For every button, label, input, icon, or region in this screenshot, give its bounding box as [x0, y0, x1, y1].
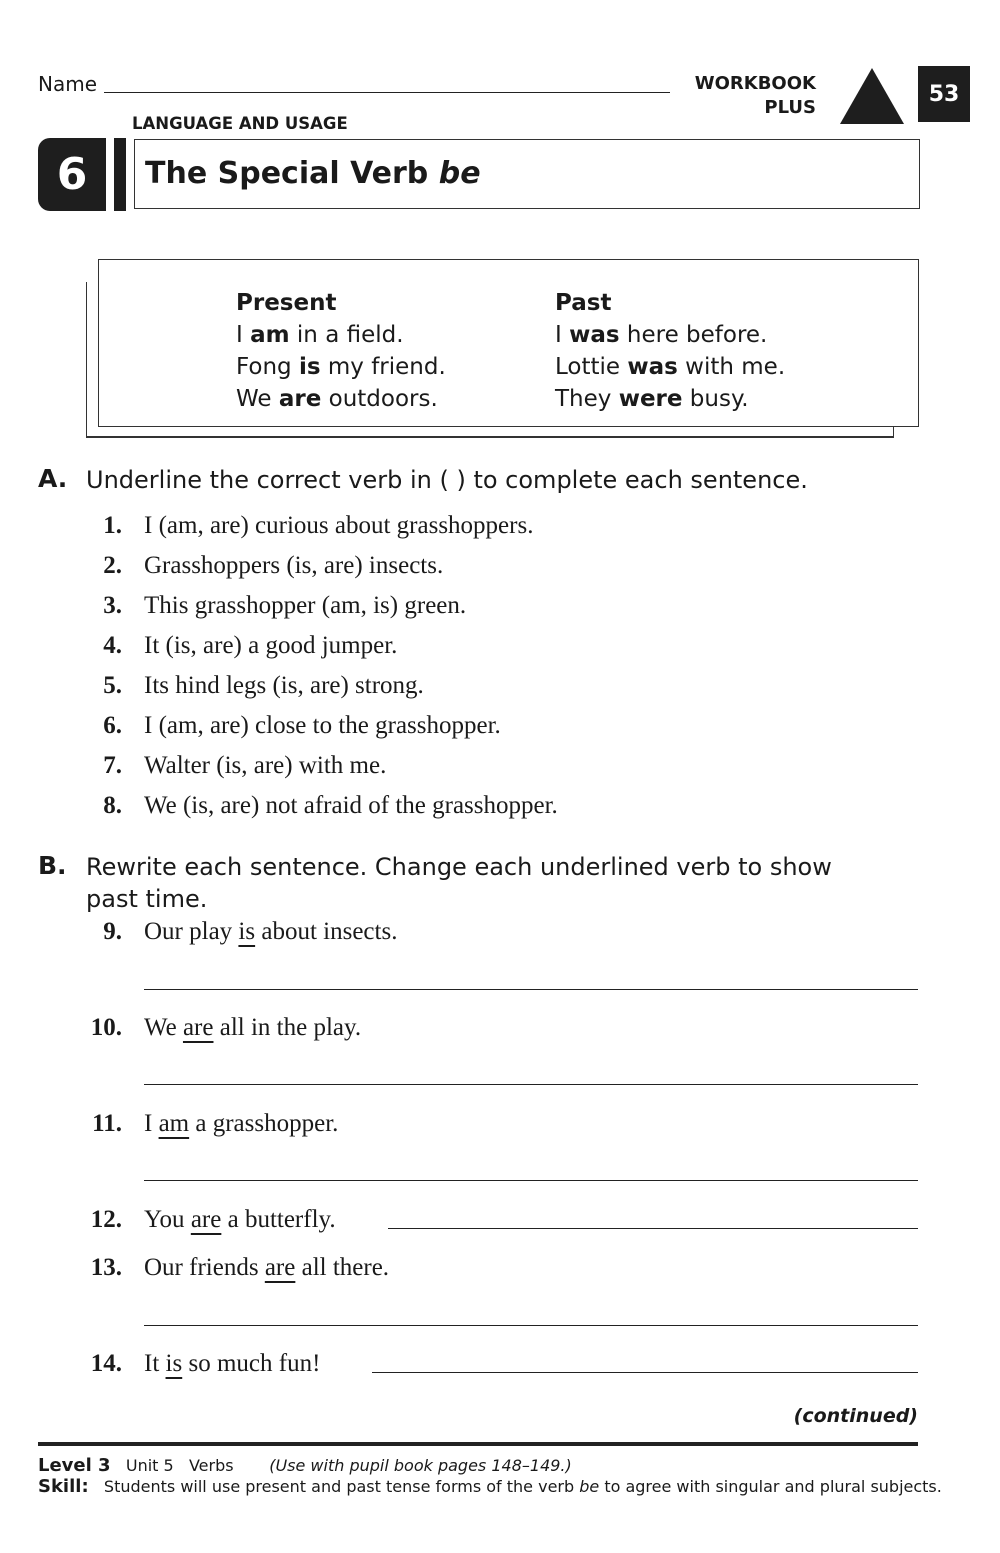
item-number: 5.: [103, 672, 122, 699]
footer-unit: Unit 5: [125, 1456, 174, 1475]
name-write-line[interactable]: [104, 92, 670, 93]
item-sentence[interactable]: I (am, are) close to the grasshopper.: [144, 712, 501, 739]
underlined-verb: is: [165, 1350, 183, 1377]
exercise-item: [0, 632, 1000, 666]
item-sentence[interactable]: This grasshopper (am, is) green.: [144, 592, 467, 619]
item-sentence: We are all in the play.: [144, 1014, 362, 1041]
item-sentence: It is so much fun!: [144, 1350, 321, 1377]
item-number: 8.: [103, 792, 122, 819]
present-example-line: Fong is my friend.: [236, 354, 446, 380]
exercise-item: [0, 592, 1000, 626]
item-sentence[interactable]: Grasshoppers (is, are) insects.: [144, 552, 444, 579]
underlined-verb: are: [182, 1014, 214, 1041]
footer-pages: (Use with pupil book pages 148–149.): [269, 1456, 572, 1475]
section-b-letter: B.: [38, 851, 67, 880]
item-sentence[interactable]: We (is, are) not afraid of the grasshopper.: [144, 792, 558, 819]
section-b-instruction-line2: past time.: [86, 885, 208, 913]
answer-line[interactable]: [144, 1180, 918, 1181]
underlined-verb: am: [158, 1110, 190, 1137]
footer-rule: [38, 1442, 918, 1446]
item-sentence: You are a butterfly.: [144, 1206, 336, 1233]
present-heading: Present: [236, 290, 337, 316]
item-sentence[interactable]: It (is, are) a good jumper.: [144, 632, 398, 659]
section-b-instruction-line1: Rewrite each sentence. Change each underlined verb to show: [86, 853, 832, 881]
exercise-item: [0, 918, 1000, 952]
section-b-instruction: [86, 851, 832, 915]
exercise-item: [0, 712, 1000, 746]
past-example-line: They were busy.: [555, 386, 749, 412]
footer-level: Level 3: [38, 1455, 111, 1476]
workbook-label-line2: PLUS: [764, 97, 816, 118]
item-number: 3.: [103, 592, 122, 619]
workbook-label-line1: WORKBOOK: [694, 73, 816, 94]
footer-skill-label: Skill:: [38, 1476, 89, 1497]
page-title: [145, 156, 481, 191]
item-sentence[interactable]: Its hind legs (is, are) strong.: [144, 672, 424, 699]
section-label: LANGUAGE AND USAGE: [132, 114, 348, 133]
item-number: 13.: [90, 1254, 122, 1281]
answer-line[interactable]: [144, 989, 918, 990]
footer-skill: Skill: Students will use present and past tense forms of the verb be to agree with singular and plural subjects.: [38, 1476, 942, 1497]
item-number: 11.: [92, 1110, 122, 1137]
triangle-logo-icon: [840, 68, 904, 124]
exercise-item: [0, 1206, 1000, 1240]
past-heading: Past: [555, 290, 612, 316]
item-number: 10.: [90, 1014, 122, 1041]
answer-line[interactable]: [372, 1372, 918, 1373]
item-number: 7.: [103, 752, 122, 779]
exercise-item: [0, 792, 1000, 826]
item-sentence[interactable]: I (am, are) curious about grasshoppers.: [144, 512, 534, 539]
present-example-line: We are outdoors.: [236, 386, 438, 412]
item-number: 14.: [90, 1350, 122, 1377]
present-examples: [236, 287, 446, 415]
exercise-item: [0, 552, 1000, 586]
exercise-item: [0, 1014, 1000, 1048]
answer-line[interactable]: [144, 1325, 918, 1326]
exercise-item: [0, 752, 1000, 786]
exercise-item: [0, 1350, 1000, 1384]
footer-topic: Verbs: [188, 1456, 234, 1475]
item-number: 1.: [103, 512, 122, 539]
underlined-verb: are: [264, 1254, 296, 1281]
title-emphasis: be: [438, 156, 481, 191]
underlined-verb: are: [190, 1206, 222, 1233]
item-sentence: Our friends are all there.: [144, 1254, 390, 1281]
item-sentence: Our play is about insects.: [144, 918, 398, 945]
past-example-line: Lottie was with me.: [555, 354, 786, 380]
continued-note: (continued): [793, 1405, 918, 1427]
example-box: [98, 259, 919, 427]
item-number: 4.: [103, 632, 122, 659]
name-label: Name: [38, 72, 98, 96]
item-sentence[interactable]: Walter (is, are) with me.: [144, 752, 387, 779]
exercise-item: [0, 1254, 1000, 1288]
item-number: 12.: [90, 1206, 122, 1233]
section-a-letter: A.: [38, 464, 68, 493]
past-examples: [555, 287, 785, 415]
lesson-badge-bar: [114, 138, 126, 211]
lesson-number-badge: 6: [38, 138, 106, 211]
title-main: The Special Verb: [145, 156, 439, 191]
exercise-item: [0, 672, 1000, 706]
item-number: 6.: [103, 712, 122, 739]
exercise-item: [0, 512, 1000, 546]
workbook-plus-label: [690, 72, 816, 120]
page-number-badge: 53: [918, 66, 970, 122]
section-a-instruction: Underline the correct verb in ( ) to complete each sentence.: [86, 466, 808, 494]
underlined-verb: is: [238, 918, 256, 945]
item-sentence: I am a grasshopper.: [144, 1110, 339, 1137]
past-example-line: I was here before.: [555, 322, 768, 348]
item-number: 9.: [103, 918, 122, 945]
present-example-line: I am in a field.: [236, 322, 404, 348]
footer-info: [38, 1455, 572, 1476]
answer-line[interactable]: [144, 1084, 918, 1085]
answer-line[interactable]: [388, 1228, 918, 1229]
item-number: 2.: [103, 552, 122, 579]
exercise-item: [0, 1110, 1000, 1144]
